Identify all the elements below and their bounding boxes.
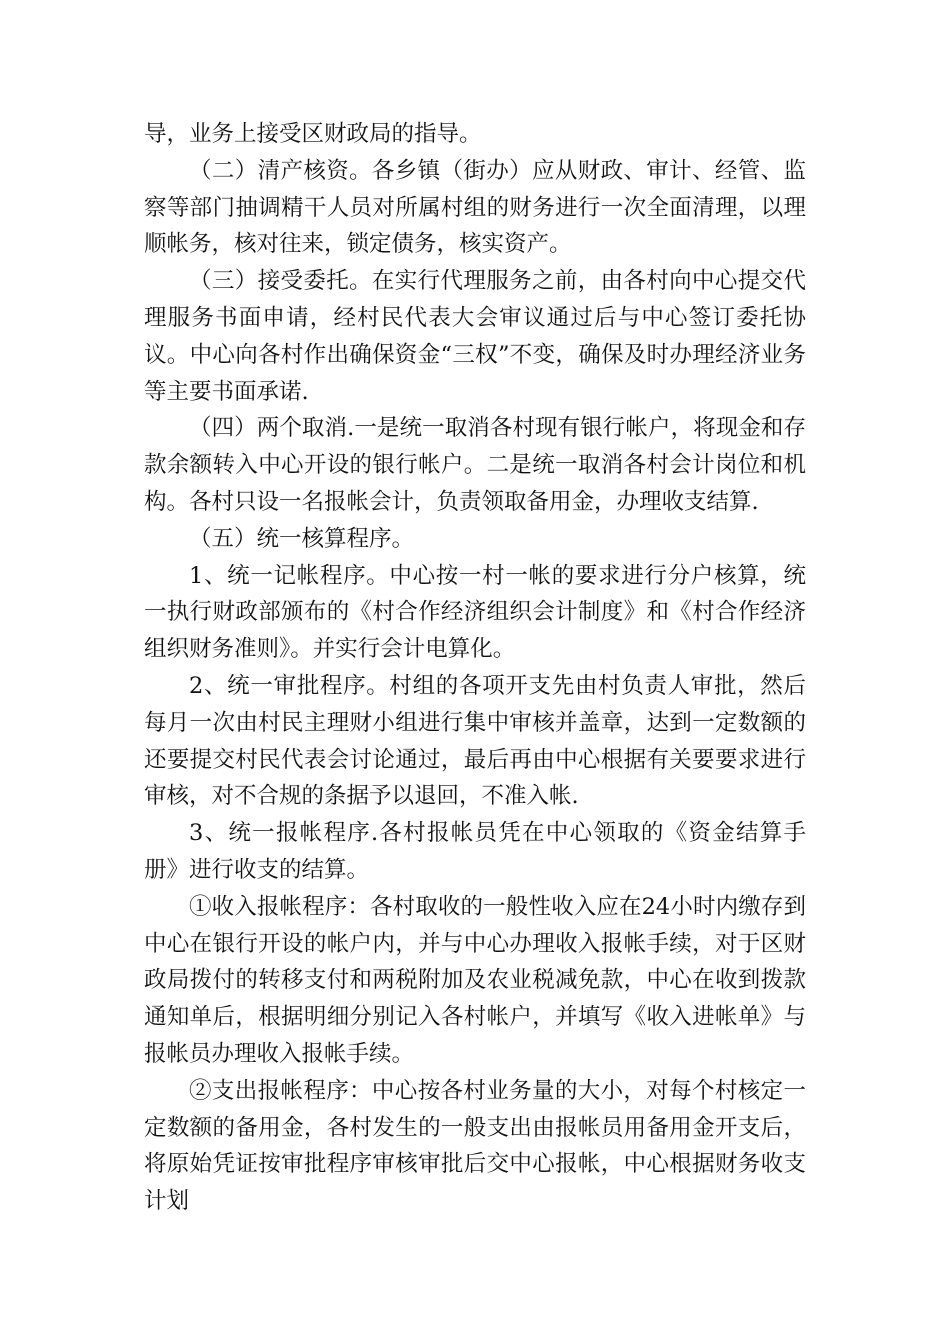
document-page	[144, 116, 806, 1220]
paragraph-two-cancellations: （四）两个取消.一是统一取消各村现有银行帐户，将现金和存款余额转入中心开设的银行帐户。二是统一取消各村会计岗位和机构。各村只设一名报帐会计，负责领取备用金，办理收支结算.	[144, 415, 806, 515]
paragraph-asset-verification: （二）清产核资。各乡镇（街办）应从财政、审计、经管、监察等部门抽调精干人员对所属村组的财务进行一次全面清理，以理顺帐务，核对往来，锁定债务，核实资产。	[144, 157, 806, 258]
paragraph-reimbursement-procedure: 3、统一报帐程序.各村报帐员凭在中心领取的《资金结算手册》进行收支的结算。	[144, 820, 806, 883]
paragraph-unified-procedure-heading: （五）统一核算程序。	[189, 525, 415, 552]
paragraph-continuation: 导，业务上接受区财政局的指导。	[144, 121, 482, 147]
paragraph-expense-reimbursement: ②支出报帐程序：中心按各村业务量的大小，对每个村核定一定数额的备用金，各村发生的一般支出由报帐员用备用金开支后，将原始凭证按审批程序审核审批后交中心报帐，中心根据财务收支计划	[144, 1077, 806, 1215]
paragraph-income-reimbursement: ①收入报帐程序：各村取收的一般性收入应在24小时内缴存到中心在银行开设的帐户内，并与中心办理收入报帐手续，对于区财政局拨付的转移支付和两税附加及农业税减免款，中心在收到拨款通知单后，根据明细分别记入各村帐户，并填写《收入进帐单》与报帐员办理收入报帐手续。	[144, 893, 806, 1067]
paragraph-approval-procedure: 2、统一审批程序。村组的各项开支先由村负责人审批，然后每月一次由村民主理财小组进行集中审核并盖章，达到一定数额的还要提交村民代表会讨论通过，最后再由中心根据有关要要求进行审核，对不合规的条据予以退回，不准入帐.	[144, 672, 806, 810]
paragraph-accept-entrustment: （三）接受委托。在实行代理服务之前，由各村向中心提交代理服务书面申请，经村民代表大会审议通过后与中心签订委托协议。中心向各村作出确保资金“三权”不变，确保及时办理经济业务等主要书面承诺.	[144, 268, 806, 405]
paragraph-bookkeeping-procedure: 1、统一记帐程序。中心按一村一帐的要求进行分户核算，统一执行财政部颁布的《村合作经济组织会计制度》和《村合作经济组织财务准则》。并实行会计电算化。	[144, 562, 806, 663]
